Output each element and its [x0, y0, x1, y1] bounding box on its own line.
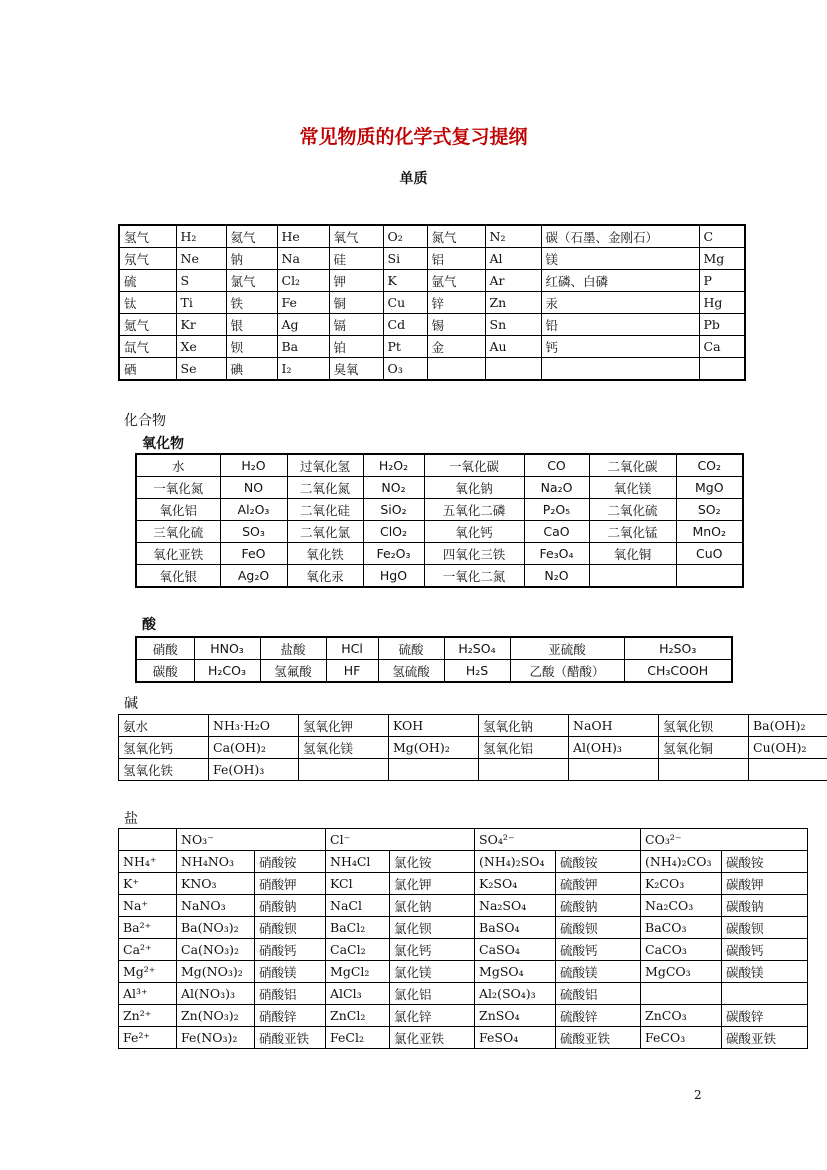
salts-row: [119, 873, 808, 895]
bases-cell: Al(OH)₃: [569, 737, 659, 759]
elements-cell: S: [176, 270, 226, 292]
acids-cell: H₂SO₃: [624, 637, 732, 660]
elements-cell: Hg: [699, 292, 745, 314]
salts-cell: 硝酸钙: [255, 939, 326, 961]
salts-cell: 硝酸铝: [255, 983, 326, 1005]
salts-cell: MgCO₃: [641, 961, 722, 983]
elements-cell: 汞: [541, 292, 699, 314]
elements-cell: [699, 358, 745, 381]
acids-cell: H₂CO₃: [194, 660, 260, 683]
bases-row: [119, 759, 827, 781]
acids-cell: 碳酸: [136, 660, 194, 683]
salts-cell: CaSO₄: [475, 939, 556, 961]
page-title: 常见物质的化学式复习提纲: [299, 126, 528, 148]
salts-cell: 硫酸铵: [556, 851, 641, 873]
elements-cell: Fe: [277, 292, 329, 314]
elements-cell: 铜: [329, 292, 383, 314]
elements-cell: Ar: [485, 270, 541, 292]
salts-cell: 氯化铝: [390, 983, 475, 1005]
elements-cell: 镁: [541, 248, 699, 270]
salts-cell: Al³⁺: [119, 983, 177, 1005]
salts-cell: Mg(NO₃)₂: [177, 961, 255, 983]
salts-cell: (NH₄)₂CO₃: [641, 851, 722, 873]
elements-cell: [427, 358, 485, 381]
elements-cell: Si: [383, 248, 427, 270]
section-title-elements: 单质: [399, 171, 428, 187]
section-title-salts: 盐: [124, 811, 138, 827]
salts-cell: K₂CO₃: [641, 873, 722, 895]
oxides-cell: Fe₂O₃: [363, 543, 424, 565]
acids-cell: 氢硫酸: [378, 660, 444, 683]
section-title-bases: 碱: [124, 696, 138, 712]
bases-cell: NH₃·H₂O: [209, 715, 299, 737]
elements-cell: 钾: [329, 270, 383, 292]
oxides-cell: [676, 565, 743, 588]
bases-cell: 氢氧化钠: [479, 715, 569, 737]
acids-cell: HNO₃: [194, 637, 260, 660]
elements-cell: He: [277, 225, 329, 248]
salts-cell: Na₂CO₃: [641, 895, 722, 917]
elements-cell: C: [699, 225, 745, 248]
elements-row: [119, 314, 745, 336]
oxides-cell: 五氧化二磷: [424, 499, 524, 521]
elements-cell: Se: [176, 358, 226, 381]
acids-cell: 氢氟酸: [260, 660, 326, 683]
salts-cell: MgSO₄: [475, 961, 556, 983]
elements-cell: 氯气: [226, 270, 277, 292]
elements-cell: 铝: [427, 248, 485, 270]
salts-cell: KCl: [326, 873, 390, 895]
bases-cell: [389, 759, 479, 781]
salts-cell: 碳酸钠: [722, 895, 808, 917]
salts-cell: AlCl₃: [326, 983, 390, 1005]
elements-cell: P: [699, 270, 745, 292]
elements-cell: 碘: [226, 358, 277, 381]
salts-cell: 硝酸镁: [255, 961, 326, 983]
oxides-cell: 二氧化锰: [589, 521, 676, 543]
elements-cell: 铅: [541, 314, 699, 336]
bases-cell: Ca(OH)₂: [209, 737, 299, 759]
acids-cell: 盐酸: [260, 637, 326, 660]
acids-cell: H₂S: [444, 660, 510, 683]
acids-cell: 硫酸: [378, 637, 444, 660]
oxides-cell: 氧化银: [136, 565, 220, 588]
salts-cell: NH₄NO₃: [177, 851, 255, 873]
oxides-cell: CO: [524, 454, 589, 477]
elements-cell: 铁: [226, 292, 277, 314]
salts-cell: 硫酸亚铁: [556, 1027, 641, 1049]
salts-cell: Ba(NO₃)₂: [177, 917, 255, 939]
oxides-cell: P₂O₅: [524, 499, 589, 521]
salts-cell: ZnCO₃: [641, 1005, 722, 1027]
salts-cell: 碳酸钡: [722, 917, 808, 939]
oxides-cell: 二氧化氮: [287, 477, 363, 499]
elements-row: [119, 336, 745, 358]
elements-cell: Cd: [383, 314, 427, 336]
salts-cell: 硫酸钙: [556, 939, 641, 961]
salts-row: [119, 895, 808, 917]
elements-cell: 钡: [226, 336, 277, 358]
elements-cell: 氮气: [427, 225, 485, 248]
bases-cell: 氨水: [119, 715, 209, 737]
bases-cell: 氢氧化镁: [299, 737, 389, 759]
acids-cell: 亚硫酸: [510, 637, 624, 660]
oxides-cell: Al₂O₃: [220, 499, 287, 521]
elements-cell: 氧气: [329, 225, 383, 248]
oxides-cell: 氧化铜: [589, 543, 676, 565]
oxides-cell: NO₂: [363, 477, 424, 499]
bases-cell: 氢氧化铜: [659, 737, 749, 759]
salts-cell: Zn²⁺: [119, 1005, 177, 1027]
salts-row: [119, 1027, 808, 1049]
acids-cell: HCl: [326, 637, 378, 660]
oxides-cell: SO₃: [220, 521, 287, 543]
salts-cell: 硝酸钠: [255, 895, 326, 917]
elements-row: [119, 248, 745, 270]
bases-cell: [479, 759, 569, 781]
salts-row: [119, 961, 808, 983]
salts-cell: 氯化钡: [390, 917, 475, 939]
oxides-row: [136, 521, 743, 543]
oxides-cell: H₂O₂: [363, 454, 424, 477]
elements-cell: O₂: [383, 225, 427, 248]
acids-row: [136, 637, 732, 660]
oxides-cell: 二氧化硫: [589, 499, 676, 521]
bases-cell: 氢氧化钙: [119, 737, 209, 759]
salts-cell: 硫酸锌: [556, 1005, 641, 1027]
oxides-cell: 水: [136, 454, 220, 477]
salts-cell: 碳酸亚铁: [722, 1027, 808, 1049]
salts-cell: KNO₃: [177, 873, 255, 895]
elements-cell: Cu: [383, 292, 427, 314]
salts-cell: Ba²⁺: [119, 917, 177, 939]
elements-cell: Ca: [699, 336, 745, 358]
elements-cell: O₃: [383, 358, 427, 381]
salts-cell: 氯化钠: [390, 895, 475, 917]
elements-cell: I₂: [277, 358, 329, 381]
oxides-cell: 氧化汞: [287, 565, 363, 588]
salts-row: [119, 851, 808, 873]
elements-cell: 红磷、白磷: [541, 270, 699, 292]
oxides-cell: 氧化铁: [287, 543, 363, 565]
elements-cell: 银: [226, 314, 277, 336]
salts-cell: 硝酸钾: [255, 873, 326, 895]
acids-cell: 乙酸（醋酸）: [510, 660, 624, 683]
oxides-cell: 二氧化氯: [287, 521, 363, 543]
oxides-row: [136, 499, 743, 521]
elements-cell: 钠: [226, 248, 277, 270]
elements-cell: 硫: [119, 270, 176, 292]
elements-cell: 氢气: [119, 225, 176, 248]
salts-cell: 硝酸亚铁: [255, 1027, 326, 1049]
oxides-cell: MgO: [676, 477, 743, 499]
elements-cell: 硅: [329, 248, 383, 270]
elements-cell: 碳（石墨、金刚石）: [541, 225, 699, 248]
bases-cell: [659, 759, 749, 781]
elements-cell: 臭氧: [329, 358, 383, 381]
bases-cell: Mg(OH)₂: [389, 737, 479, 759]
salts-cell: K⁺: [119, 873, 177, 895]
oxides-cell: CuO: [676, 543, 743, 565]
page-number: 2: [694, 1088, 702, 1102]
salts-cell: 碳酸锌: [722, 1005, 808, 1027]
oxides-cell: H₂O: [220, 454, 287, 477]
salts-cell: 氯化锌: [390, 1005, 475, 1027]
elements-row: [119, 270, 745, 292]
oxides-cell: FeO: [220, 543, 287, 565]
elements-cell: Cl₂: [277, 270, 329, 292]
salts-cell: Al₂(SO₄)₃: [475, 983, 556, 1005]
salts-cell: 硫酸钡: [556, 917, 641, 939]
salts-cell: 硝酸锌: [255, 1005, 326, 1027]
salts-cell: [641, 983, 722, 1005]
salts-cell: CaCO₃: [641, 939, 722, 961]
oxides-cell: 二氧化碳: [589, 454, 676, 477]
oxides-cell: 氧化亚铁: [136, 543, 220, 565]
salts-cell: CaCl₂: [326, 939, 390, 961]
salts-cell: Ca(NO₃)₂: [177, 939, 255, 961]
salts-cell: Fe(NO₃)₂: [177, 1027, 255, 1049]
bases-cell: KOH: [389, 715, 479, 737]
salts-cell: 硝酸钡: [255, 917, 326, 939]
section-title-acids: 酸: [142, 617, 156, 633]
elements-cell: 氩气: [427, 270, 485, 292]
salts-cell: 碳酸钾: [722, 873, 808, 895]
bases-table: [118, 714, 827, 781]
salts-cell: (NH₄)₂SO₄: [475, 851, 556, 873]
salts-cell: 硫酸钠: [556, 895, 641, 917]
oxides-cell: 氧化镁: [589, 477, 676, 499]
salts-cell: Mg²⁺: [119, 961, 177, 983]
oxides-cell: MnO₂: [676, 521, 743, 543]
elements-row: [119, 225, 745, 248]
salts-cell: FeCO₃: [641, 1027, 722, 1049]
elements-cell: 金: [427, 336, 485, 358]
elements-cell: 硒: [119, 358, 176, 381]
elements-cell: N₂: [485, 225, 541, 248]
oxides-row: [136, 565, 743, 588]
salts-cell: MgCl₂: [326, 961, 390, 983]
elements-cell: 钛: [119, 292, 176, 314]
oxides-cell: ClO₂: [363, 521, 424, 543]
salts-cell: 硫酸铝: [556, 983, 641, 1005]
salts-cell: 氯化铵: [390, 851, 475, 873]
elements-cell: Na: [277, 248, 329, 270]
bases-cell: [299, 759, 389, 781]
section-title-oxides: 氧化物: [142, 436, 184, 452]
salts-cell: Na⁺: [119, 895, 177, 917]
salts-cell: FeSO₄: [475, 1027, 556, 1049]
oxides-cell: 一氧化碳: [424, 454, 524, 477]
salts-header-cell: [119, 829, 177, 851]
elements-table: [118, 224, 746, 381]
elements-row: [119, 358, 745, 381]
oxides-row: [136, 543, 743, 565]
elements-cell: Ti: [176, 292, 226, 314]
oxides-cell: 过氧化氢: [287, 454, 363, 477]
salts-cell: ZnCl₂: [326, 1005, 390, 1027]
bases-cell: 氢氧化钡: [659, 715, 749, 737]
bases-cell: NaOH: [569, 715, 659, 737]
elements-cell: Al: [485, 248, 541, 270]
elements-cell: 氪气: [119, 314, 176, 336]
salts-cell: Zn(NO₃)₂: [177, 1005, 255, 1027]
salts-cell: NH₄Cl: [326, 851, 390, 873]
salts-cell: FeCl₂: [326, 1027, 390, 1049]
salts-cell: 氯化钙: [390, 939, 475, 961]
elements-cell: Au: [485, 336, 541, 358]
elements-cell: H₂: [176, 225, 226, 248]
oxides-cell: 一氧化二氮: [424, 565, 524, 588]
salts-row: [119, 1005, 808, 1027]
salts-table: [118, 828, 808, 1049]
elements-cell: 氦气: [226, 225, 277, 248]
acids-cell: 硝酸: [136, 637, 194, 660]
oxides-cell: SO₂: [676, 499, 743, 521]
salts-cell: Al(NO₃)₃: [177, 983, 255, 1005]
elements-cell: 锌: [427, 292, 485, 314]
elements-cell: Zn: [485, 292, 541, 314]
oxides-row: [136, 477, 743, 499]
elements-cell: [541, 358, 699, 381]
oxides-cell: 氧化铝: [136, 499, 220, 521]
bases-cell: [749, 759, 827, 781]
elements-cell: 氖气: [119, 248, 176, 270]
elements-cell: Pt: [383, 336, 427, 358]
elements-cell: 铂: [329, 336, 383, 358]
salts-cell: 硫酸钾: [556, 873, 641, 895]
salts-cell: NH₄⁺: [119, 851, 177, 873]
salts-cell: [722, 983, 808, 1005]
oxides-cell: 四氧化三铁: [424, 543, 524, 565]
salts-anion-header: NO₃⁻: [177, 829, 326, 851]
oxides-cell: 氧化钠: [424, 477, 524, 499]
oxides-cell: 氧化钙: [424, 521, 524, 543]
salts-cell: 碳酸镁: [722, 961, 808, 983]
acids-cell: CH₃COOH: [624, 660, 732, 683]
elements-cell: Kr: [176, 314, 226, 336]
bases-row: [119, 715, 827, 737]
bases-cell: 氢氧化铁: [119, 759, 209, 781]
oxides-cell: Na₂O: [524, 477, 589, 499]
salts-header-row: [119, 829, 808, 851]
elements-cell: Xe: [176, 336, 226, 358]
acids-table: [135, 636, 733, 683]
elements-cell: Ne: [176, 248, 226, 270]
oxides-cell: SiO₂: [363, 499, 424, 521]
salts-anion-header: SO₄²⁻: [475, 829, 641, 851]
elements-cell: K: [383, 270, 427, 292]
salts-cell: 硫酸镁: [556, 961, 641, 983]
salts-cell: NaNO₃: [177, 895, 255, 917]
oxides-cell: N₂O: [524, 565, 589, 588]
salts-cell: 硝酸铵: [255, 851, 326, 873]
salts-cell: 碳酸铵: [722, 851, 808, 873]
section-title-compounds: 化合物: [124, 413, 166, 429]
elements-cell: Ba: [277, 336, 329, 358]
oxides-cell: Fe₃O₄: [524, 543, 589, 565]
oxides-cell: Ag₂O: [220, 565, 287, 588]
oxides-cell: HgO: [363, 565, 424, 588]
salts-cell: Ca²⁺: [119, 939, 177, 961]
salts-cell: NaCl: [326, 895, 390, 917]
oxides-cell: 三氧化硫: [136, 521, 220, 543]
elements-cell: 镉: [329, 314, 383, 336]
acids-cell: HF: [326, 660, 378, 683]
oxides-cell: NO: [220, 477, 287, 499]
salts-cell: 氯化亚铁: [390, 1027, 475, 1049]
bases-cell: 氢氧化钾: [299, 715, 389, 737]
salts-cell: BaCl₂: [326, 917, 390, 939]
salts-cell: K₂SO₄: [475, 873, 556, 895]
salts-cell: Na₂SO₄: [475, 895, 556, 917]
acids-cell: H₂SO₄: [444, 637, 510, 660]
oxides-table: [135, 453, 744, 588]
salts-cell: Fe²⁺: [119, 1027, 177, 1049]
salts-cell: BaCO₃: [641, 917, 722, 939]
oxides-cell: CaO: [524, 521, 589, 543]
bases-row: [119, 737, 827, 759]
salts-row: [119, 917, 808, 939]
elements-row: [119, 292, 745, 314]
salts-anion-header: CO₃²⁻: [641, 829, 808, 851]
elements-cell: Pb: [699, 314, 745, 336]
oxides-row: [136, 454, 743, 477]
acids-row: [136, 660, 732, 683]
elements-cell: Sn: [485, 314, 541, 336]
elements-cell: 锡: [427, 314, 485, 336]
bases-cell: Fe(OH)₃: [209, 759, 299, 781]
bases-cell: Cu(OH)₂: [749, 737, 827, 759]
salts-cell: 碳酸钙: [722, 939, 808, 961]
salts-cell: BaSO₄: [475, 917, 556, 939]
oxides-cell: 一氧化氮: [136, 477, 220, 499]
oxides-cell: CO₂: [676, 454, 743, 477]
bases-cell: Ba(OH)₂: [749, 715, 827, 737]
elements-cell: 钙: [541, 336, 699, 358]
bases-cell: 氢氧化铝: [479, 737, 569, 759]
oxides-cell: 二氧化硅: [287, 499, 363, 521]
elements-cell: [485, 358, 541, 381]
salts-row: [119, 939, 808, 961]
salts-cell: ZnSO₄: [475, 1005, 556, 1027]
salts-row: [119, 983, 808, 1005]
salts-anion-header: Cl⁻: [326, 829, 475, 851]
bases-cell: [569, 759, 659, 781]
elements-cell: Mg: [699, 248, 745, 270]
elements-cell: 氙气: [119, 336, 176, 358]
elements-cell: Ag: [277, 314, 329, 336]
salts-cell: 氯化镁: [390, 961, 475, 983]
salts-cell: 氯化钾: [390, 873, 475, 895]
oxides-cell: [589, 565, 676, 588]
